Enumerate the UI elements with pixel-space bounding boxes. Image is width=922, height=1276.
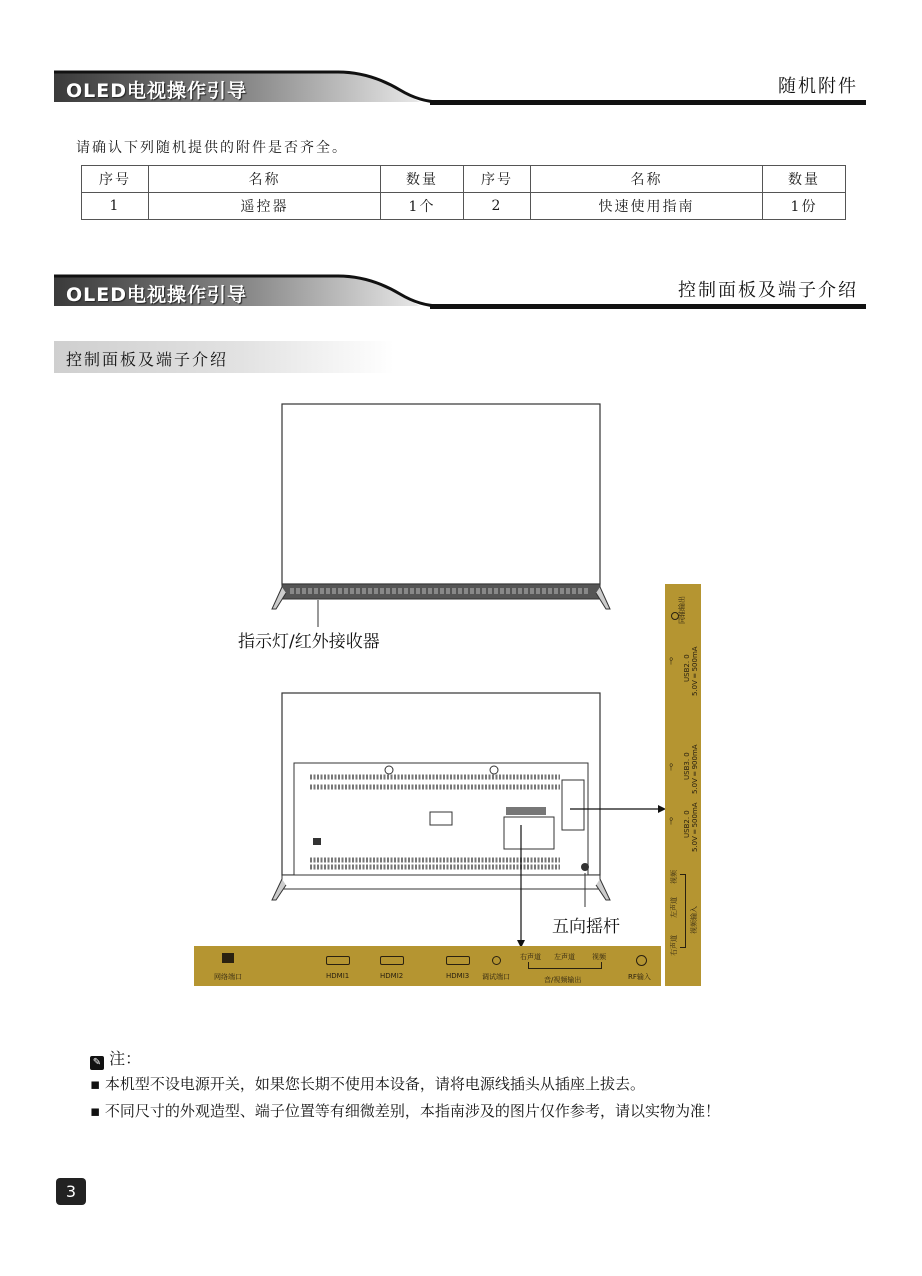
section-header-control-panel	[0, 270, 922, 316]
av-out-bracket	[528, 962, 602, 969]
tv-diagram	[0, 395, 922, 995]
debug-port-label: 调试端口	[482, 973, 510, 981]
joystick-label: 五向摇杆	[552, 917, 620, 937]
table-header-cell: 数量	[763, 166, 846, 193]
av-in-video-label: 视频	[670, 870, 678, 884]
table-cell: 1个	[381, 193, 464, 220]
hdmi1-label: HDMI1	[326, 972, 350, 980]
table-header-cell: 名称	[531, 166, 763, 193]
network-port-label: 网络端口	[214, 973, 242, 981]
note-item: ▪ 不同尺寸的外观造型、端子位置等有细微差别，本指南涉及的图片仅作参考，请以实物为准！	[90, 1102, 720, 1120]
table-cell: 遥控器	[149, 193, 381, 220]
tv-front-view	[272, 404, 610, 627]
coax-out-label: 同轴输出	[678, 596, 686, 624]
usb-icon: ⫯	[669, 816, 674, 827]
table-cell: 快速使用指南	[531, 193, 763, 220]
note-item: ▪ 本机型不设电源开关，如果您长期不使用本设备，请将电源线插头从插座上拔去。	[90, 1075, 645, 1093]
av-in-bracket	[680, 874, 686, 948]
header-title: OLED电视操作引导	[66, 284, 248, 306]
table-header-cell: 序号	[82, 166, 149, 193]
rf-input-label: RF输入	[628, 973, 651, 981]
subsection-header	[54, 341, 394, 373]
hdmi2-label: HDMI2	[380, 972, 404, 980]
table-header-cell: 名称	[149, 166, 381, 193]
av-in-label: 视频输入	[690, 906, 698, 934]
usb30-label: USB3. 0	[683, 752, 691, 780]
table-cell: 1份	[763, 193, 846, 220]
av-out-left-label: 左声道	[554, 953, 575, 961]
usb20-bottom-spec: 5.0V ═ 500mA	[691, 802, 699, 852]
table-header-cell: 序号	[464, 166, 531, 193]
usb20-bottom-label: USB2. 0	[683, 810, 691, 838]
accessories-table	[81, 165, 846, 220]
hdmi3-port-icon	[446, 956, 470, 965]
side-port-panel	[665, 584, 701, 986]
av-in-right-label: 右声道	[670, 935, 678, 956]
av-out-video-label: 视频	[592, 953, 606, 961]
hdmi3-label: HDMI3	[446, 972, 470, 980]
av-out-right-label: 右声道	[520, 953, 541, 961]
table-cell: 2	[464, 193, 531, 220]
header-section-name: 随机附件	[778, 76, 858, 97]
usb-icon: ⫯	[669, 762, 674, 773]
usb20-top-spec: 5.0V ═ 500mA	[691, 646, 699, 696]
rf-port-icon	[636, 955, 647, 966]
note-heading	[90, 1046, 141, 1070]
subsection-title: 控制面板及端子介绍	[66, 350, 229, 369]
pencil-icon: ✎	[90, 1056, 104, 1070]
section-header-accessories	[0, 66, 922, 112]
header-title: OLED电视操作引导	[66, 80, 248, 102]
note-heading-text: 注：	[109, 1049, 142, 1068]
indicator-ir-label: 指示灯/红外接收器	[238, 632, 380, 652]
table-header-cell: 数量	[381, 166, 464, 193]
av-out-label: 音/视频输出	[544, 976, 582, 984]
table-cell: 1	[82, 193, 149, 220]
bottom-port-panel	[194, 946, 661, 986]
page-number: 3	[56, 1178, 86, 1205]
usb30-spec: 5.0V ═ 900mA	[691, 744, 699, 794]
debug-port-icon	[492, 956, 501, 965]
tv-back-view	[272, 693, 666, 948]
network-port-icon	[222, 953, 234, 963]
table-header-row	[82, 166, 846, 193]
usb20-top-label: USB2. 0	[683, 654, 691, 682]
hdmi1-port-icon	[326, 956, 350, 965]
usb-icon: ⫯	[669, 656, 674, 667]
hdmi2-port-icon	[380, 956, 404, 965]
table-row	[82, 193, 846, 220]
intro-text: 请确认下列随机提供的附件是否齐全。	[76, 140, 348, 156]
av-in-left-label: 左声道	[670, 897, 678, 918]
header-section-name: 控制面板及端子介绍	[678, 280, 858, 301]
